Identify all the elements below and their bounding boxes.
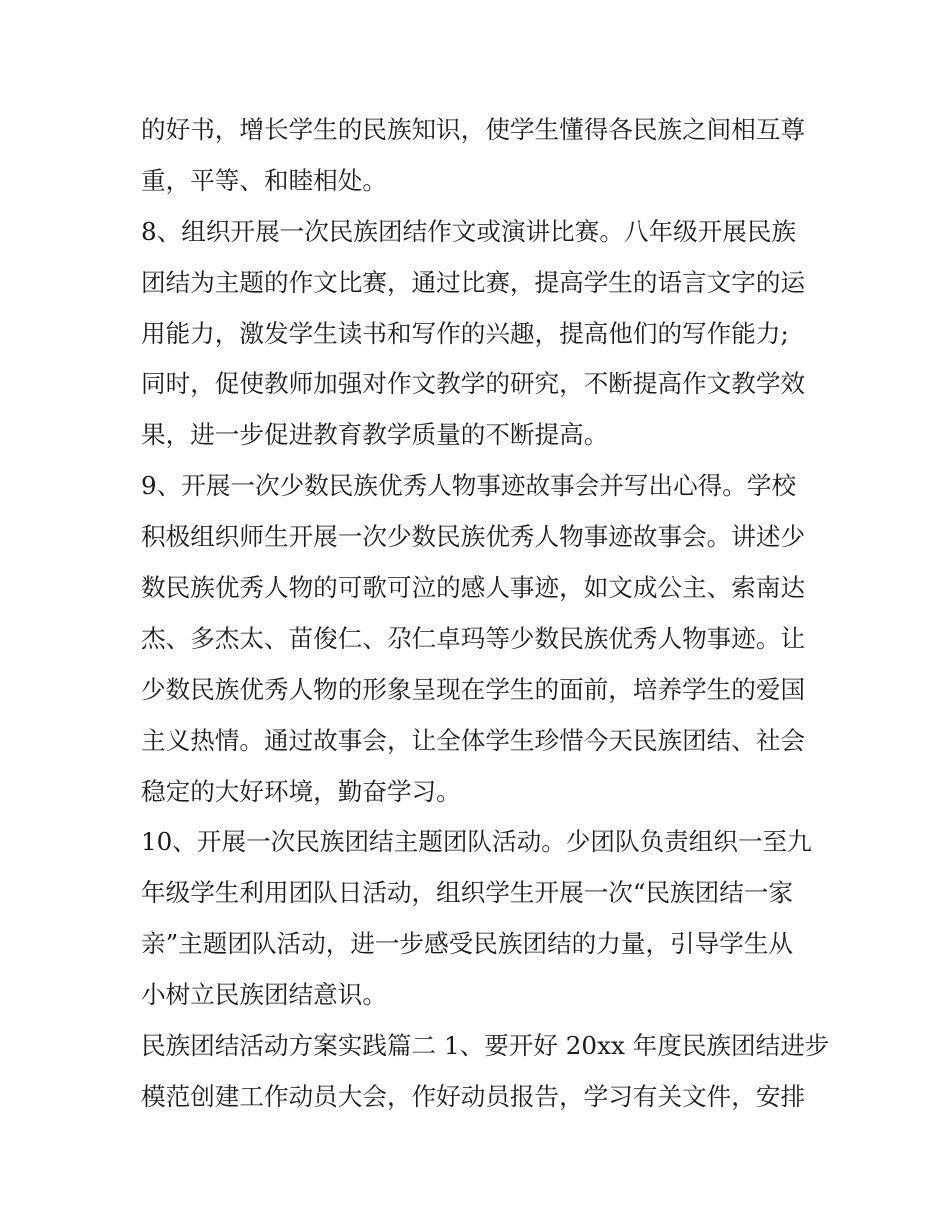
text-line: 果，进一步促进教育教学质量的不断提高。 (141, 420, 609, 450)
text-line: 稳定的大好环境，勤奋学习。 (141, 776, 461, 806)
text-line: 民族团结活动方案实践篇二 1、要开好 20xx 年度民族团结进步 (141, 1031, 830, 1061)
text-line: 重，平等、和睦相处。 (141, 165, 387, 195)
text-line: 的好书，增长学生的民族知识，使学生懂得各民族之间相互尊 (141, 115, 806, 144)
text-line: 用能力，激发学生读书和写作的兴趣，提高他们的写作能力; (141, 318, 789, 348)
text-line: 数民族优秀人物的可歌可泣的感人事迹，如文成公主、索南达 (141, 573, 806, 603)
text-line: 亲”主题团队活动，进一步感受民族团结的力量，引导学生从 (141, 929, 794, 959)
text-line: 9、开展一次少数民族优秀人物事迹故事会并写出心得。学校 (141, 471, 797, 501)
text-line: 模范创建工作动员大会，作好动员报告，学习有关文件，安排 (141, 1081, 806, 1111)
text-line: 团结为主题的作文比赛，通过比赛，提高学生的语言文字的运 (141, 267, 806, 297)
text-line: 年级学生利用团队日活动，组织学生开展一次“民族团结一家 (141, 878, 794, 908)
text-line: 主义热情。通过故事会，让全体学生珍惜今天民族团结、社会 (141, 725, 806, 755)
text-line: 积极组织师生开展一次少数民族优秀人物事迹故事会。讲述少 (141, 522, 806, 552)
text-line: 杰、多杰太、苗俊仁、尕仁卓玛等少数民族优秀人物事迹。让 (141, 623, 806, 653)
document-body (141, 105, 830, 1123)
text-line: 小树立民族团结意识。 (141, 980, 387, 1010)
text-line: 少数民族优秀人物的形象呈现在学生的面前，培养学生的爱国 (141, 674, 806, 704)
text-line: 同时，促使教师加强对作文教学的研究，不断提高作文教学效 (141, 369, 806, 399)
text-line: 8、组织开展一次民族团结作文或演讲比赛。八年级开展民族 (141, 216, 797, 246)
text-line: 10、开展一次民族团结主题团队活动。少团队负责组织一至九 (141, 827, 812, 857)
